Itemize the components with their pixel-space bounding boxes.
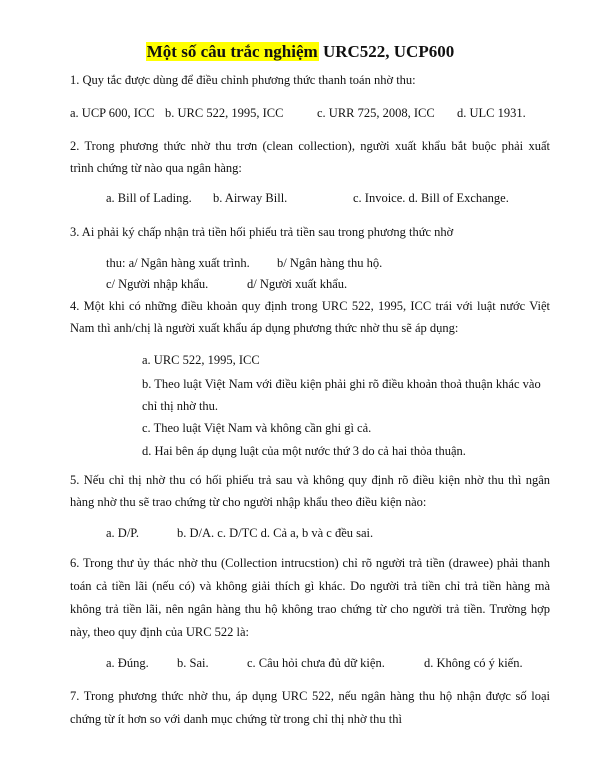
q6-option-b: b. Sai. xyxy=(177,656,209,670)
q6-question-line4: này, theo quy định của URC 522 là: xyxy=(70,625,250,639)
q4-option-b-line2: chỉ thị nhờ thu. xyxy=(142,399,219,413)
q3-question: 3. Ai phải ký chấp nhận trả tiền hối phiếu trả tiền sau trong phương thức nhờ xyxy=(70,225,454,239)
page-title xyxy=(0,40,600,64)
q5-question-line1: 5. Nếu chỉ thị nhờ thu có hối phiếu trả sau và không quy định rõ điều kiện nhờ thu thì ngân xyxy=(70,473,550,487)
q7-question-line2: chứng từ ít hơn so với danh mục chứng từ trong chỉ thị nhờ thu thì xyxy=(70,712,402,726)
q1-option-a: a. UCP 600, ICC xyxy=(70,106,155,120)
q2-question-line1: 2. Trong phương thức nhờ thu trơn (clean collection), người xuất khẩu bắt buộc phải xuất xyxy=(70,139,550,153)
q1-question: 1. Quy tắc được dùng để điều chỉnh phương thức thanh toán nhờ thu: xyxy=(70,73,416,87)
q1-option-b: b. URC 522, 1995, ICC xyxy=(165,106,284,120)
q6-question-line1: 6. Trong thư ủy thác nhờ thu (Collection intrucstion) chỉ rõ người trả tiền (drawee) phải thanh xyxy=(70,556,550,570)
q3-option-a: thu: a/ Ngân hàng xuất trình. xyxy=(106,256,250,270)
q6-option-c: c. Câu hỏi chưa đủ dữ kiện. xyxy=(247,656,385,670)
q5-question-line2: hàng nhờ thu sẽ trao chứng từ cho người nhập khẩu theo điều kiện nào: xyxy=(70,495,427,509)
q7-question-line1: 7. Trong phương thức nhờ thu, áp dụng URC 522, nếu ngân hàng thu hộ nhận được số loại xyxy=(70,689,550,703)
q4-question-line1: 4. Một khi có những điều khoản quy định trong URC 522, 1995, ICC trái với luật nước Việt xyxy=(70,299,550,313)
q6-question-line3: không trả tiền lãi, nên ngân hàng thu hộ không trao chứng từ cho người trả tiền. Trường hợp xyxy=(70,602,550,616)
q3-option-d: d/ Người xuất khẩu. xyxy=(247,277,348,291)
q5-option-bcd: b. D/A. c. D/TC d. Cả a, b và c đều sai. xyxy=(177,526,374,540)
q4-option-c: c. Theo luật Việt Nam và không cần ghi gì cả. xyxy=(142,421,372,435)
q2-option-a: a. Bill of Lading. xyxy=(106,191,192,205)
q6-option-a: a. Đúng. xyxy=(106,656,149,670)
q2-option-cd: c. Invoice. d. Bill of Exchange. xyxy=(353,191,509,205)
q4-option-d: d. Hai bên áp dụng luật của một nước thứ 3 do cả hai thỏa thuận. xyxy=(142,444,466,458)
q3-option-b: b/ Ngân hàng thu hộ. xyxy=(277,256,383,270)
q4-option-a: a. URC 522, 1995, ICC xyxy=(142,353,260,367)
q2-question-line2: trình chứng từ nào qua ngân hàng: xyxy=(70,161,242,175)
q1-option-d: d. ULC 1931. xyxy=(457,106,526,120)
q4-option-b-line1: b. Theo luật Việt Nam với điều kiện phải ghi rõ điều khoản thoả thuận khác vào xyxy=(142,377,541,391)
q2-option-b: b. Airway Bill. xyxy=(213,191,288,205)
q6-option-d: d. Không có ý kiến. xyxy=(424,656,523,670)
title-rest: URC522, UCP600 xyxy=(318,42,455,61)
q6-question-line2: toán cả tiền lãi (nếu có) và không giải thích gì khác. Do người trả tiền chỉ trả tiền hàng mà xyxy=(70,579,550,593)
q5-option-a: a. D/P. xyxy=(106,526,139,540)
q3-option-c: c/ Người nhập khẩu. xyxy=(106,277,209,291)
q4-question-line2: Nam thì anh/chị là người xuất khẩu áp dụng phương thức nhờ thu sẽ áp dụng: xyxy=(70,321,459,335)
title-highlighted: Một số câu trắc nghiệm xyxy=(146,42,318,61)
q1-option-c: c. URR 725, 2008, ICC xyxy=(317,106,435,120)
